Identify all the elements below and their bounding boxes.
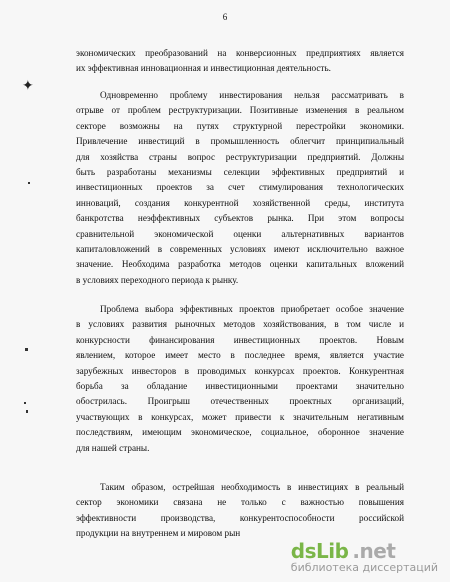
paragraph — [76, 88, 404, 288]
text-line: быть разработаны механизмы селекции эффективных предприятий и — [76, 166, 404, 177]
text-line: последствиям, имеющим экономическое, социальное, оборонное значение — [76, 427, 404, 438]
text-line: значение. Необходима разработка методов оценки капитальных вложений — [76, 259, 404, 270]
text-line: обострилась. Проигрыш отечественных проектных организаций, — [76, 396, 404, 407]
scan-mark: ✦ — [22, 78, 34, 94]
watermark — [291, 539, 438, 574]
text-line: участвующих в конкурсах, может привести к значительным негативным — [76, 411, 404, 422]
paragraph — [76, 302, 404, 456]
text-line: в условиях переходного периода к рынку. — [76, 274, 239, 285]
paragraph — [76, 46, 404, 77]
watermark-logo — [291, 539, 438, 563]
text-line: Проблема выбора эффективных проектов приобретает особое значение — [100, 304, 404, 314]
scan-speck — [25, 348, 28, 351]
watermark-caption: библиотека диссертаций — [290, 561, 438, 574]
text-line: Привлечение инвестиций в промышленность облегчит принципиальный — [76, 136, 404, 147]
text-line: инвестиционных проектов за счет стимулирования технологических — [76, 182, 404, 193]
text-line: инноваций, создания конкурентной хозяйственной среды, института — [76, 197, 404, 208]
text-line: конкурсности финансирования инвестиционных проектов. Новым — [76, 334, 404, 345]
text-line: Одновременно проблему инвестирования нельзя рассматривать в — [100, 90, 404, 100]
text-line: для хозяйства страны вопрос реструктуризации предприятий. Должны — [76, 151, 404, 162]
text-line: борьба за обладание инвестиционными проектами значительно — [76, 380, 404, 391]
watermark-brand-primary: dsLib — [290, 539, 349, 563]
text-line: отрыве от проблем реструктуризации. Позитивные изменения в реальном — [76, 105, 404, 116]
text-line: явлением, которое имеет место в последнее время, является участие — [76, 350, 404, 361]
scan-speck — [24, 402, 26, 404]
text-line: для нашей страны. — [76, 442, 150, 453]
text-line: продукции на внутреннем и мировом рын — [76, 528, 241, 539]
text-line: зарубежных инвесторов в проводимых конкурсах проектов. Конкурентная — [76, 365, 404, 376]
scan-speck — [26, 410, 28, 413]
scan-speck — [28, 182, 30, 184]
paragraph — [76, 480, 404, 542]
text-line: их эффективная инновационная и инвестиционная деятельность. — [76, 63, 331, 74]
page-number: 6 — [222, 12, 228, 22]
text-line: капиталовложений в современных условиях имеют исключительно важное — [76, 243, 404, 254]
watermark-brand-secondary: .net — [352, 539, 396, 563]
text-line: экономических преобразований на конверсионных предприятиях является — [76, 48, 404, 58]
text-line: Таким образом, острейшая необходимость в инвестициях в реальный — [100, 482, 404, 492]
text-line: сектор экономики связана не только с важностью повышения — [76, 497, 404, 508]
text-line: секторе возможны на путях структурной перестройки экономики. — [76, 120, 404, 131]
text-line: сравнительной экономической оценки альтернативных вариантов — [76, 228, 404, 239]
text-line: эффективности производства, конкурентоспособности российской — [76, 512, 404, 523]
text-line: банкротства неэффективных субъектов рынка. При этом вопросы — [76, 213, 404, 224]
text-line: в условиях развития рыночных методов хозяйствования, в том числе и — [76, 319, 404, 330]
